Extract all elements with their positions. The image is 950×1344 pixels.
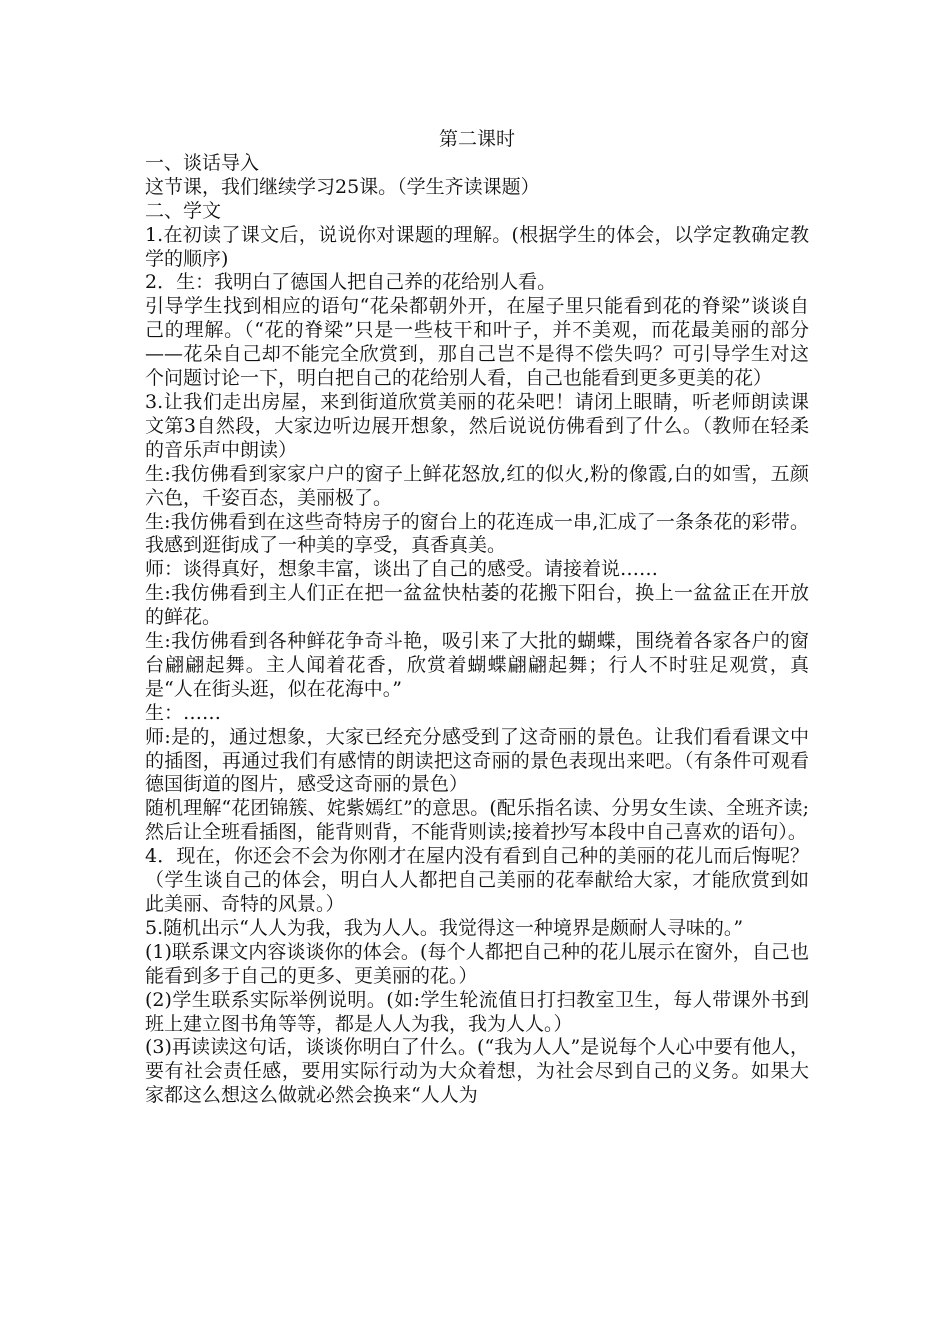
paragraph-idiom-understanding: 随机理解“花团锦簇、姹紫嫣红”的意思。(配乐指名读、分男女生读、全班齐读;然后让全班看插图，能背则背，不能背则读;接着抄写本段中自己喜欢的语句）。	[145, 797, 809, 844]
paragraph-student-answer-3: 生:我仿佛看到主人们正在把一盆盆快枯萎的花搬下阳台，换上一盆盆正在开放的鲜花。	[145, 582, 809, 629]
paragraph-step-1: 1.在初读了课文后，说说你对课题的理解。(根据学生的体会，以学定教确定教学的顺序)	[145, 223, 809, 270]
paragraph-guidance: 引导学生找到相应的语句“花朵都朝外开，在屋子里只能看到花的脊梁”谈谈自己的理解。（“花的脊梁”只是一些枝干和叶子，并不美观，而花最美丽的部分——花朵自己却不能完全欣赏到，那自己岂不是得不偿失吗？可引导学生对这个问题讨论一下，明白把自己的花给别人看，自己也能看到更多更美的花）	[145, 295, 809, 390]
paragraph-step-4: 4．现在，你还会不会为你刚才在屋内没有看到自己种的美丽的花儿而后悔呢？（学生谈自己的体会，明白人人都把自己美丽的花奉献给大家，才能欣赏到如此美丽、奇特的风景。）	[145, 845, 809, 915]
section-heading-study: 二、学文	[145, 199, 222, 222]
paragraph-teacher-summary: 师:是的，通过想象，大家已经充分感受到了这奇丽的景色。让我们看看课文中的插图，再通过我们有感情的朗读把这奇丽的景色表现出来吧。（有条件可观看德国街道的图片，感受这奇丽的景色）	[145, 725, 809, 796]
paragraph-intro: 这节课，我们继续学习25课。（学生齐读课题）	[145, 175, 540, 198]
paragraph-step-2: 2．生：我明白了德国人把自己养的花给别人看。	[145, 271, 557, 294]
section-heading-intro: 一、谈话导入	[145, 151, 260, 174]
paragraph-sub-3: (3)再读读这句话，谈谈你明白了什么。(“我为人人”是说每个人心中要有他人，要有社会责任感，要用实际行动为大众着想，为社会尽到自己的义务。如果大家都这么想这么做就必然会换来“人人为	[145, 1036, 809, 1107]
paragraph-student-ellipsis: 生：……	[145, 701, 222, 724]
paragraph-step-5: 5.随机出示“人人为我，我为人人。我觉得这一种境界是颇耐人寻味的。”	[145, 916, 744, 939]
paragraph-student-answer-1: 生:我仿佛看到家家户户的窗子上鲜花怒放,红的似火,粉的像霞,白的如雪，五颜六色，千姿百态，美丽极了。	[145, 462, 809, 509]
paragraph-sub-1: (1)联系课文内容谈谈你的体会。(每个人都把自己种的花儿展示在窗外，自己也能看到多于自己的更多、更美丽的花。）	[145, 940, 809, 987]
paragraph-step-3: 3.让我们走出房屋，来到街道欣赏美丽的花朵吧！请闭上眼睛，听老师朗读课文第3自然段，大家边听边展开想象，然后说说仿佛看到了什么。（教师在轻柔的音乐声中朗读）	[145, 390, 809, 461]
lesson-title: 第二课时	[438, 128, 515, 150]
paragraph-sub-2: (2)学生联系实际举例说明。(如:学生轮流值日打扫教室卫生，每人带课外书到班上建立图书角等等，都是人人为我，我为人人。）	[145, 988, 809, 1035]
paragraph-student-answer-2: 生:我仿佛看到在这些奇特房子的窗台上的花连成一串,汇成了一条条花的彩带。我感到逛街成了一种美的享受，真香真美。	[145, 510, 809, 557]
paragraph-student-answer-4: 生:我仿佛看到各种鲜花争奇斗艳，吸引来了大批的蝴蝶，围绕着各家各户的窗台翩翩起舞。主人闻着花香，欣赏着蝴蝶翩翩起舞；行人不时驻足观赏，真是“人在街头逛，似在花海中。”	[145, 630, 809, 700]
paragraph-teacher-prompt: 师：谈得真好，想象丰富，谈出了自己的感受。请接着说……	[145, 558, 659, 581]
document-body	[145, 128, 809, 1108]
